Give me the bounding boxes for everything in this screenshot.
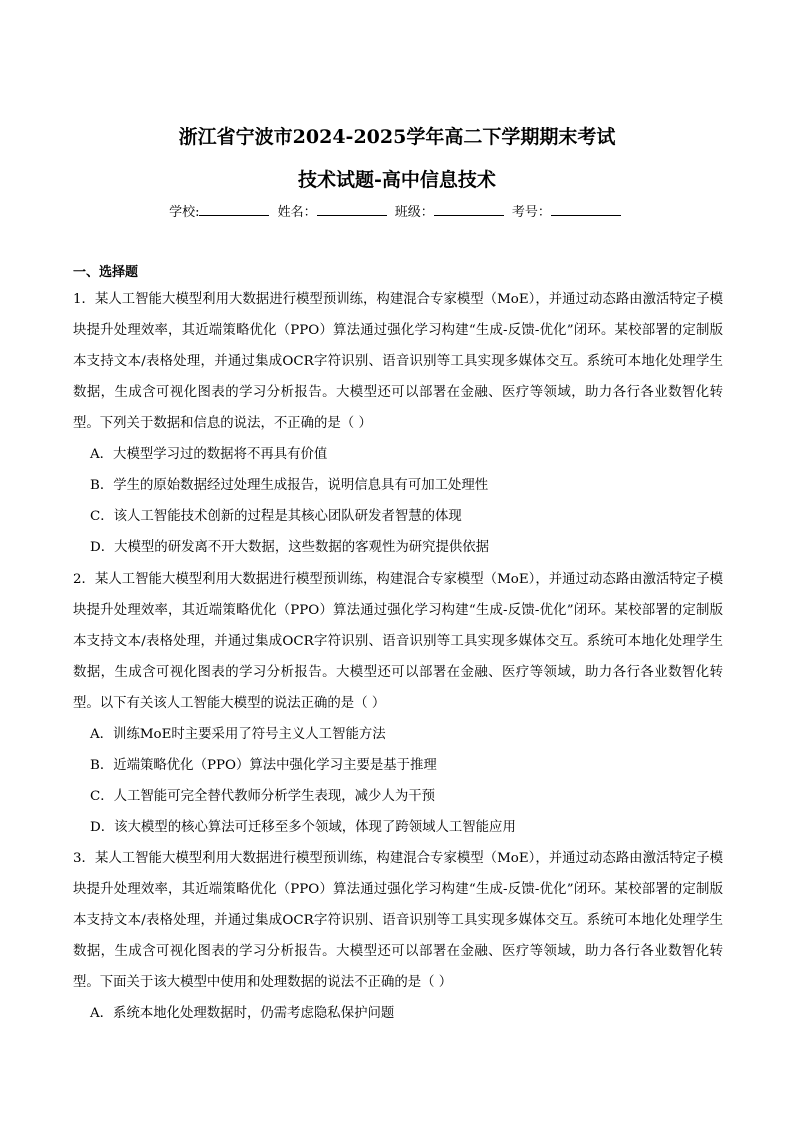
question-2	[73, 564, 723, 843]
option-d: D．大模型的研发离不开大数据，这些数据的客观性为研究提供依据	[90, 540, 490, 555]
question-1	[73, 284, 723, 563]
school-blank[interactable]	[199, 202, 269, 216]
exam-subtitle: 技术试题-高中信息技术	[298, 169, 496, 191]
question-stem: 3．某人工智能大模型利用大数据进行模型预训练，构建混合专家模型（MoE），并通过动态路由激活特定子模块提升处理效率，其近端策略优化（PPO）算法通过强化学习构建“生成-反馈-优化”闭环。某校部署的定制版本支持文本/表格处理，并通过集成OCR字符识别、语音识别等工具实现多媒体交互。系统可本地化处理学生数据，生成含可视化图表的学习分析报告。大模型还可以部署在金融、医疗等领域，助力各行各业数智化转型。下面关于该大模型中使用和处理数据的说法不正确的是（ ）	[73, 851, 723, 990]
name-label: 姓名：	[277, 205, 317, 220]
exam-number-blank[interactable]	[551, 202, 621, 216]
exam-title: 浙江省宁波市2024-2025学年高二下学期期末考试	[178, 126, 616, 148]
student-info-line	[0, 202, 794, 222]
class-blank[interactable]	[434, 202, 504, 216]
exam-number-label: 考号：	[511, 205, 551, 220]
option-b: B．学生的原始数据经过处理生成报告，说明信息具有可加工处理性	[90, 478, 489, 493]
option-d: D．该大模型的核心算法可迁移至多个领域，体现了跨领域人工智能应用	[90, 820, 516, 835]
option-b: B．近端策略优化（PPO）算法中强化学习主要是基于推理	[90, 758, 437, 773]
option-c: C．该人工智能技术创新的过程是其核心团队研发者智慧的体现	[90, 509, 462, 524]
option-c: C．人工智能可完全替代教师分析学生表现，减少人为干预	[90, 789, 436, 804]
school-label: 学校:	[169, 205, 200, 220]
option-a: A．大模型学习过的数据将不再具有价值	[90, 447, 328, 462]
option-a: A．训练MoE时主要采用了符号主义人工智能方法	[90, 727, 386, 742]
option-a: A．系统本地化处理数据时，仍需考虑隐私保护问题	[90, 1006, 395, 1021]
question-3	[73, 843, 723, 1029]
class-label: 班级：	[394, 205, 434, 220]
section-heading: 一、选择题	[73, 265, 139, 280]
question-stem: 1．某人工智能大模型利用大数据进行模型预训练，构建混合专家模型（MoE），并通过动态路由激活特定子模块提升处理效率，其近端策略优化（PPO）算法通过强化学习构建“生成-反馈-优化”闭环。某校部署的定制版本支持文本/表格处理，并通过集成OCR字符识别、语音识别等工具实现多媒体交互。系统可本地化处理学生数据，生成含可视化图表的学习分析报告。大模型还可以部署在金融、医疗等领域，助力各行各业数智化转型。下列关于数据和信息的说法，不正确的是（ ）	[73, 292, 723, 431]
question-stem: 2．某人工智能大模型利用大数据进行模型预训练，构建混合专家模型（MoE），并通过动态路由激活特定子模块提升处理效率，其近端策略优化（PPO）算法通过强化学习构建“生成-反馈-优化”闭环。某校部署的定制版本支持文本/表格处理，并通过集成OCR字符识别、语音识别等工具实现多媒体交互。系统可本地化处理学生数据，生成含可视化图表的学习分析报告。大模型还可以部署在金融、医疗等领域，助力各行各业数智化转型。以下有关该人工智能大模型的说法正确的是（ ）	[73, 572, 723, 711]
name-blank[interactable]	[317, 202, 387, 216]
